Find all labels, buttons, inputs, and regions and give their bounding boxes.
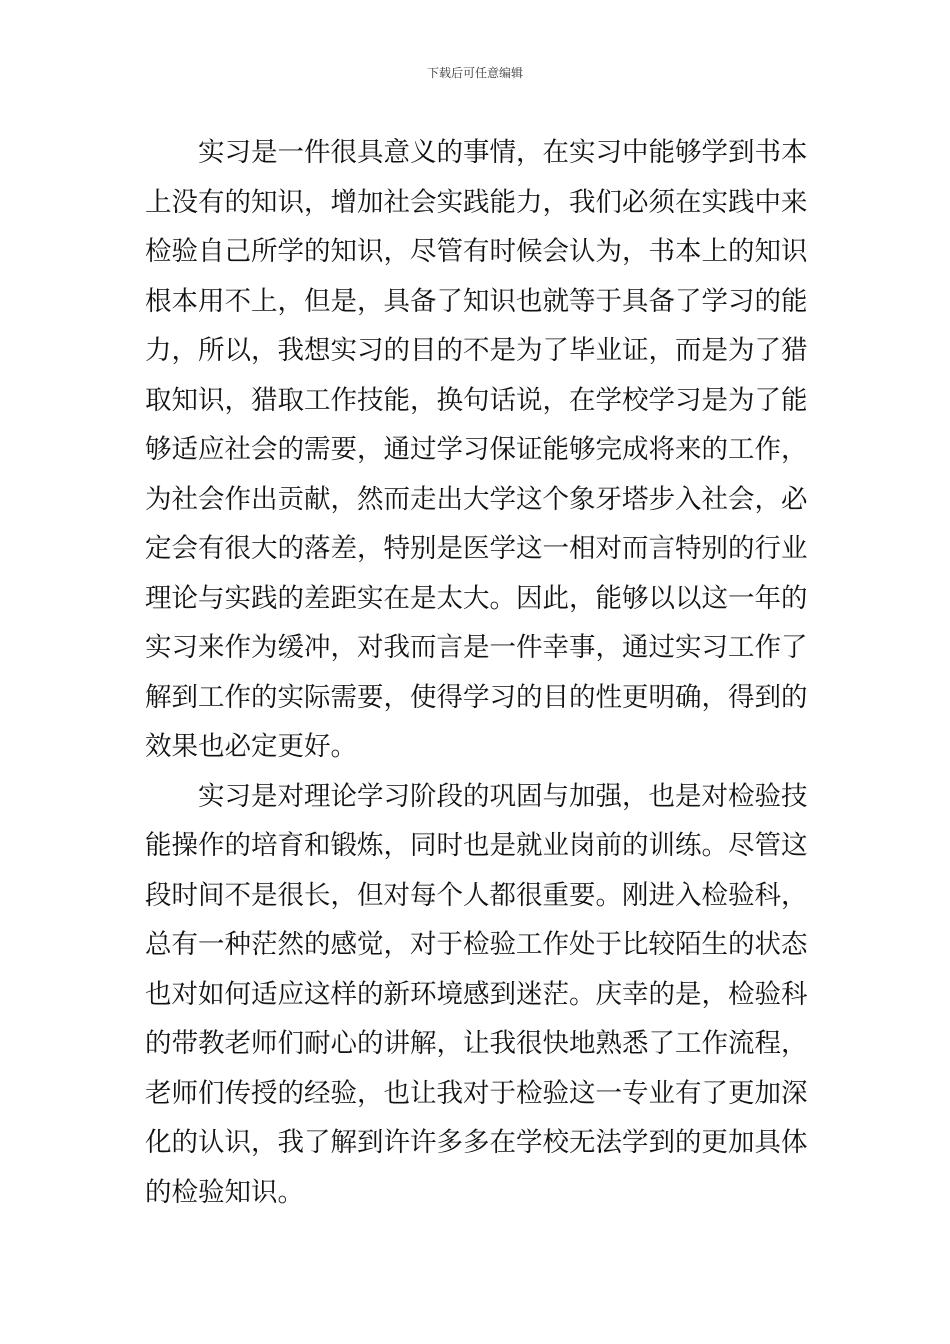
paragraph-line: 根本用不上，但是，具备了知识也就等于具备了学习的能: [145, 285, 808, 317]
paragraph-line: 解到工作的实际需要，使得学习的目的性更明确，得到的: [145, 681, 808, 713]
paragraph-line: 够适应社会的需要，通过学习保证能够完成将来的工作，: [145, 434, 808, 465]
paragraph-line: 总有一种茫然的感觉，对于检验工作处于比较陌生的状态: [145, 929, 808, 960]
paragraph-line: 取知识，猎取工作技能，换句话说，在学校学习是为了能: [145, 384, 808, 416]
paragraph-2: [145, 772, 807, 1218]
paragraph-line: 的检验知识。: [145, 1176, 304, 1208]
paragraph-line: 理论与实践的差距实在是太大。因此，能够以以这一年的: [145, 582, 808, 614]
page-header: 下载后可任意编辑: [426, 66, 523, 80]
paragraph-line: 化的认识，我了解到许许多多在学校无法学到的更加具体: [145, 1127, 808, 1158]
paragraph-line: 段时间不是很长，但对每个人都很重要。刚进入检验科，: [145, 879, 808, 911]
paragraph-1: [145, 128, 807, 772]
paragraph-line: 能操作的培育和锻炼，同时也是就业岗前的训练。尽管这: [145, 830, 808, 861]
paragraph-line: 为社会作出贡献，然而走出大学这个象牙塔步入社会，必: [145, 483, 808, 515]
paragraph-line: 实习来作为缓冲，对我而言是一件幸事，通过实习工作了: [145, 632, 808, 663]
document-body: [145, 128, 807, 1217]
paragraph-line: 力，所以，我想实习的目的不是为了毕业证，而是为了猎: [145, 335, 808, 366]
paragraph-line: 实习是一件很具意义的事情，在实习中能够学到书本: [198, 137, 808, 168]
paragraph-line: 也对如何适应这样的新环境感到迷茫。庆幸的是，检验科: [145, 978, 808, 1010]
paragraph-line: 实习是对理论学习阶段的巩固与加强，也是对检验技: [198, 780, 808, 812]
paragraph-line: 老师们传授的经验，也让我对于检验这一专业有了更加深: [145, 1077, 808, 1109]
paragraph-line: 检验自己所学的知识，尽管有时候会认为，书本上的知识: [145, 236, 808, 267]
paragraph-line: 效果也必定更好。: [145, 731, 357, 762]
paragraph-line: 上没有的知识，增加社会实践能力，我们必须在实践中来: [145, 186, 808, 218]
paragraph-line: 的带教老师们耐心的讲解，让我很快地熟悉了工作流程，: [145, 1028, 808, 1059]
paragraph-line: 定会有很大的落差，特别是医学这一相对而言特别的行业: [145, 533, 808, 564]
